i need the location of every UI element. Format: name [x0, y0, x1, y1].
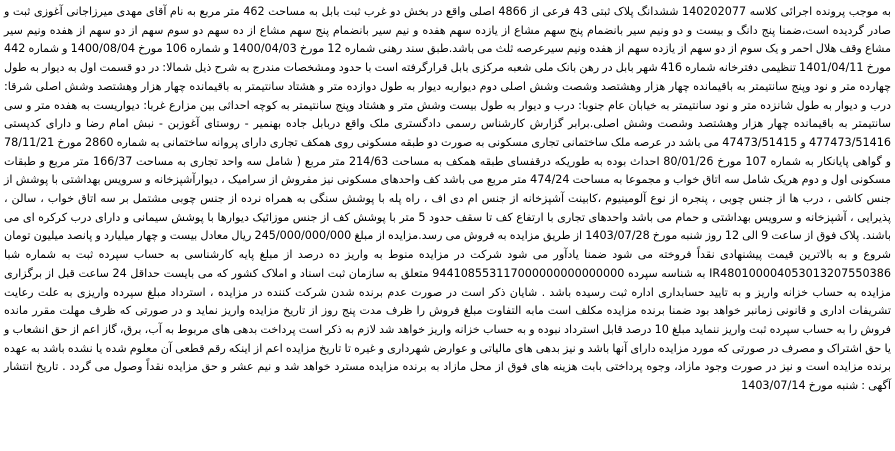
auction-notice-text: به موجب پرونده اجرائی کلاسه 140202077 ششدانگ پلاک ثبتی 43 فرعی از 4866 اصلی واقع در بخش دو غرب ثبت بابل به مساحت 462 متر مربع به نام آقای مهدی میرزاجانی آغوزی ثبت و صادر گردیده است،ضمنا پنج دانگ و بیست و دو ونیم سیر بانضمام پنج سهم مشاع از یازده سهم هفده و نیم سیر بانضمام پنج سهم مشاع از ده سهم دو سوم سهم از دو سهم از هفده ونیم سیر مشاع وقف هلال احمر و یک سوم از دو سهم از یازده سهم از هفده ونیم سیرعرصه ثلث می باشد.طبق سند رهنی شماره 12 مورخ 1400/04/03 و شماره 106 مورخ 1400/08/04 و شماره 442 مورخ 1401/04/11 تنظیمی دفترخانه شماره 416 شهر بابل در رهن بانک ملی شعبه مرکزی بابل قرارگرفته است با حدود ومشخصات مندرج به شرح ذیل شمالا: در دو قسمت اول به دیوار به طول چهارده متر و نود وپنج سانتیمتر به باقیمانده چهار هزار وهشتصد وشصت وشش اصلی دوم دیواربه دیوار به طول دوازده متر و هشتاد سانتیمتر به باقیمانده چهار هزار وهشتصد وشش اصلی شرقا: درب و دیوار به طول شانزده متر و نود سانتیمتر به خیابان عام جنوبا: درب و دیوار به طول بیست وشش متر و هشتاد وپنج سانتیمتر به کوچه احداثی بین مزارع غربا: دیواریست به هفده متر و سی سانتیمتر به باقیمانده چهار هزار وهشتصد وشصت وشش اصلی.برابر گزارش کارشناس رسمی دادگستری ملک واقع دربابل جاده بهنمیر - روستای آغوزبن - نبش امام رضا و دارای کدپستی 477473/51416 و 47473/51415 می باشد در عرصه ملک ساختمانی تجاری مسکونی به صورت دو طبقه مسکونی روی همکف تجاری دارای پروانه ساختمانی به شماره 2860 مورخ 78/11/21 و گواهی پایانکار به شماره 107 مورخ 80/01/26 احداث بوده به طوریکه درقفسای طبقه همکف به مساحت 214/63 متر مربع ( شامل سه واحد تجاری به مساحت 166/37 متر مربع و طبقات مسکونی اول و دوم هریک شامل سه اتاق خواب و مجموعا به مساحت 474/24 متر مربع می باشد کف واحدهای مسکونی نیز مفروش از سرامیک ، دیوارآشپزخانه و سرویس بهداشتی با پوشش از جنس کاشی ، درب ها از جنس چوبی ، پنجره از نوع آلومینیوم ،کابینت آشپزخانه از جنس ام دی اف ، راه پله با پوشش سنگی به همراه نرده از جنس چوبی مشتمل بر سه اتاق خواب ، سالن ، پذیرایی ، آشپزخانه و سرویس بهداشتی و حمام می باشد واحدهای تجاری با ارتفاع کف تا سقف حدود 5 متر با پوشش کف از جنس موزائیک دیوارها با پوشش سیمانی و دارای درب کرکره ای می باشند. پلاک فوق از ساعت 9 الی 12 روز شنبه مورخ 1403/07/28 از طریق مزایده به فروش می رسد.مزایده از مبلغ 245/000/000/000 ریال معادل بیست و چهار میلیارد و پانصد میلیون تومان شروع و به بالاترین قیمت پیشنهادی نقداً فروخته می شود ضمنا یادآور می شود شرکت در مزایده منوط به واریز ده درصد از مبلغ پایه کارشناسی به حساب سپرده ثبت به شماره شبا IR480100004053013207550386 به شناسه سپرده 944108553117000000000000000 متعلق به سازمان ثبت اسناد و املاک کشور که می بایست حداقل 24 ساعت قبل از برگزاری مزایده به حساب خزانه واریز و به تایید حسابداری اداره ثبت رسیده باشد . شایان ذکر است در صورت عدم برنده شدن شرکت کننده در مزایده ، استرداد مبلغ سپرده واریزی به علت رعایت تشریفات اداری و قانونی زمانبر خواهد بود ضمنا برنده مزایده مکلف است مابه التفاوت مبلغ فروش را ظرف مدت پنج روز از تاریخ مزایده واریز نماید و در صورتی که ظرف مهلت مقرر مانده فروش را به حساب سپرده ثبت واریز ننماید مبلغ 10 درصد قابل استرداد نبوده و به حساب خزانه واریز خواهد شد لازم به ذکر است پرداخت بدهی های مربوط به آب، برق، گاز اعم از حق انشعاب و یا حق اشتراک و مصرف در صورتی که مورد مزایده دارای آنها باشد و نیز بدهی های مالیاتی و عوارض شهرداری و غیره تا تاریخ مزایده اعم از اینکه رقم قطعی آن معلوم شده یا نشده باشد به عهده برنده مزایده است و نیز در صورت وجود مازاد، وجوه پرداختی بابت هزینه های فوق از محل مازاد به برنده مزایده مسترد خواهد شد و نیم عشر و حق مزایده نقداً وصول می گردد . تاریخ انتشار آگهی : شنبه مورخ 1403/07/14 — [4, 5, 892, 393]
